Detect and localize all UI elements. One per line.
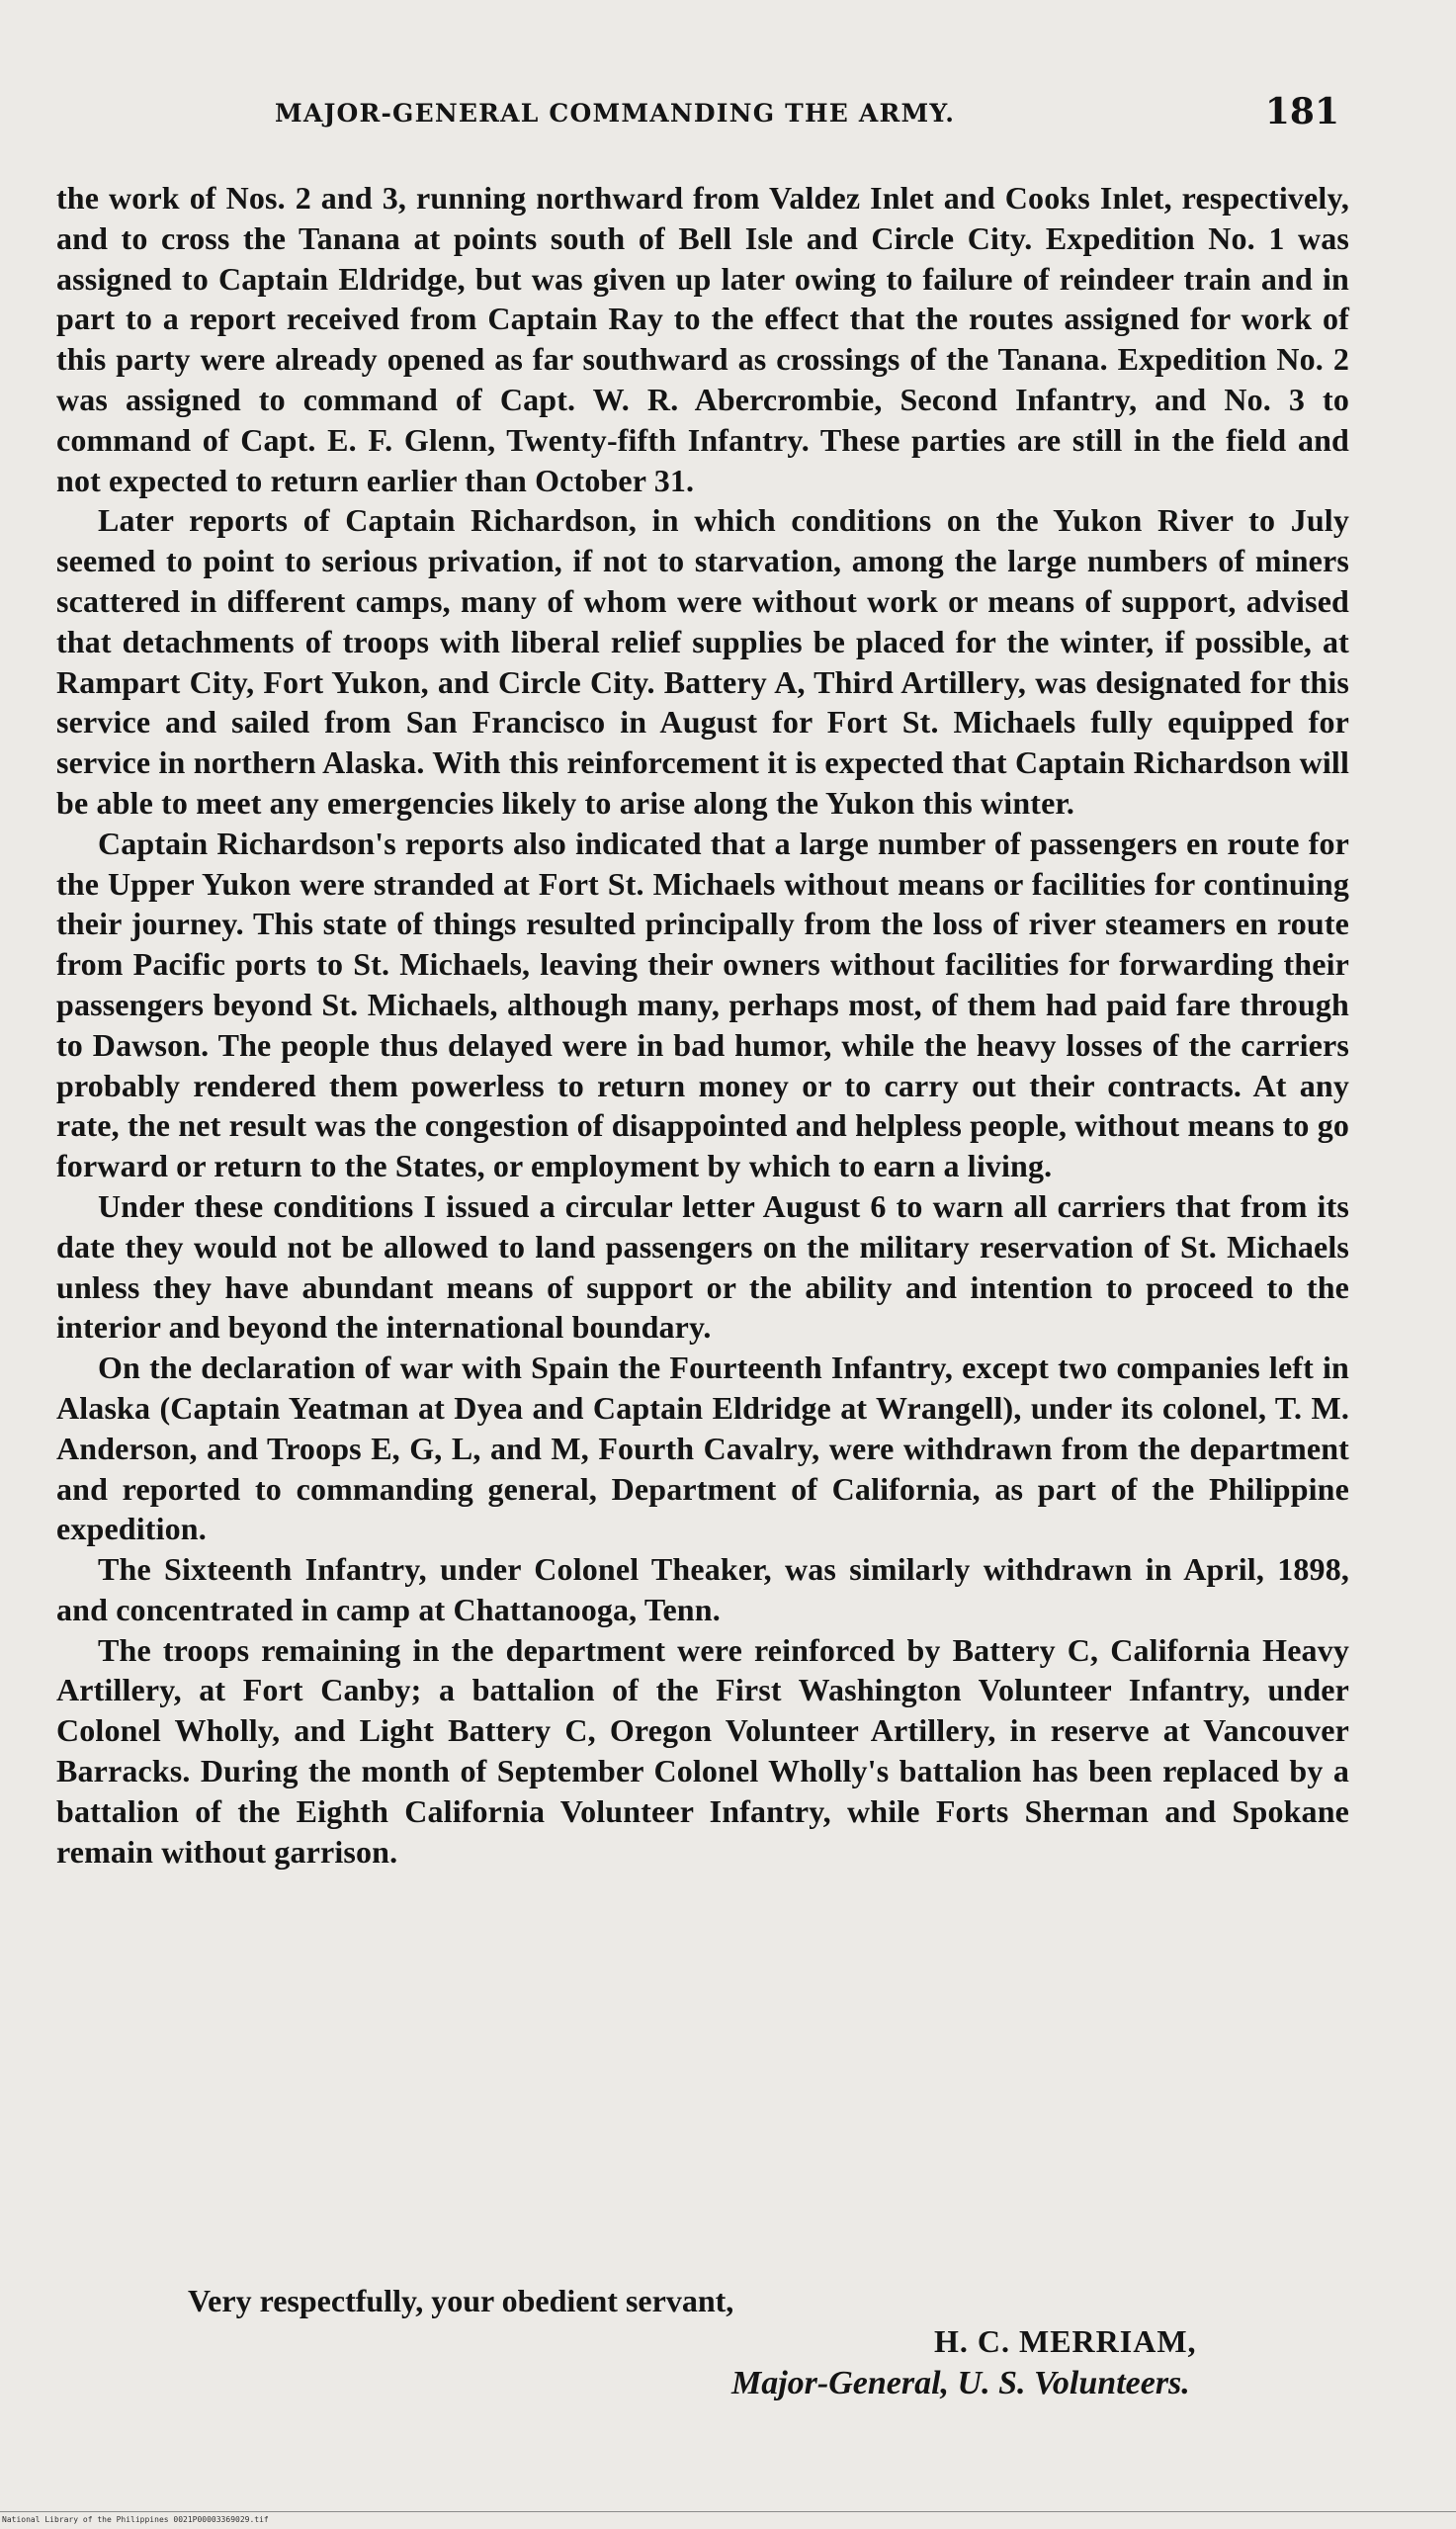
signature-name: H. C. MERRIAM, — [934, 2323, 1197, 2359]
paragraph-5: On the declaration of war with Spain the Fourteenth Infantry, except two companies left in Alaska (Captain Yeatman at Dyea and Captain Eldridge at Wrangell), under its colonel, T. M. Anderson, and Troops E, G, L, and M, Fourth Cavalry, were withdrawn from the department and reported to commanding general, Department of California, as part of the Philippine expedition. — [56, 1350, 1349, 1547]
body-text — [56, 178, 1349, 1872]
running-head: MAJOR-GENERAL COMMANDING THE ARMY. — [275, 99, 956, 128]
page-header — [59, 91, 1339, 140]
paragraph-7: The troops remaining in the department were reinforced by Battery C, California Heavy Artillery, at Fort Canby; a battalion of the First Washington Volunteer Infantry, under Colonel Wholly, and Light Battery C, Oregon Volunteer Artillery, in reserve at Vancouver Barracks. During the month of September Colonel Wholly's battalion has been replaced by a battalion of the Eighth California Volunteer Infantry, while Forts Sherman and Spokane remain without garrison. — [56, 1631, 1349, 1870]
footer-divider — [0, 2511, 1456, 2512]
paragraph-2: Later reports of Captain Richardson, in which conditions on the Yukon River to July seemed to point to serious privation, if not to starvation, among the large numbers of miners scattered in different camps, many of whom were without work or means of support, advised that detachments of troops with liberal relief supplies be placed for the winter, if possible, at Rampart City, Fort Yukon, and Circle City. Battery A, Third Artillery, was designated for this service and sailed from San Francisco in August for Fort St. Michaels fully equipped for service in northern Alaska. With this reinforcement it is expected that Captain Richardson will be able to meet any emergencies likely to arise along the Yukon this winter. — [56, 502, 1349, 821]
page-number: 181 — [1264, 91, 1339, 132]
paragraph-6: The Sixteenth Infantry, under Colonel Theaker, was similarly withdrawn in April, 1898, and concentrated in camp at Chattanooga, Tenn. — [56, 1551, 1349, 1627]
paragraph-3: Captain Richardson's reports also indicated that a large number of passengers en route for the Upper Yukon were stranded at Fort St. Michaels without means or facilities for continuing their journey. This state of things resulted principally from the loss of river steamers en route from Pacific ports to St. Michaels, leaving their owners without facilities for forwarding their passengers beyond St. Michaels, although many, perhaps most, of them had paid fare through to Dawson. The people thus delayed were in bad humor, while the heavy losses of the carriers probably rendered them powerless to return money or to carry out their contracts. At any rate, the net result was the congestion of disappointed and helpless people, without means to go forward or return to the States, or employment by which to earn a living. — [56, 825, 1349, 1184]
scan-footer-text: National Library of the Philippines 0021P00003369029.tif — [2, 2515, 269, 2524]
closing-salutation: Very respectfully, your obedient servant, — [188, 2283, 734, 2318]
paragraph-4: Under these conditions I issued a circular letter August 6 to warn all carriers that from its date they would not be allowed to land passengers on the military reservation of St. Michaels unless they have abundant means of support or the ability and intention to proceed to the interior and beyond the international boundary. — [56, 1187, 1349, 1346]
signer-title: Major-General, U. S. Volunteers. — [731, 2365, 1190, 2401]
paragraph-1: the work of Nos. 2 and 3, running northward from Valdez Inlet and Cooks Inlet, respectively, and to cross the Tanana at points south of Bell Isle and Circle City. Expedition No. 1 was assigned to Captain Eldridge, but was given up later owing to failure of reindeer train and in part to a report received from Captain Ray to the effect that the routes assigned for work of this party were already opened as far southward as crossings of the Tanana. Expedition No. 2 was assigned to command of Capt. W. R. Abercrombie, Second Infantry, and No. 3 to command of Capt. E. F. Glenn, Twenty-fifth Infantry. These parties are still in the field and not expected to return earlier than October 31. — [56, 180, 1349, 498]
